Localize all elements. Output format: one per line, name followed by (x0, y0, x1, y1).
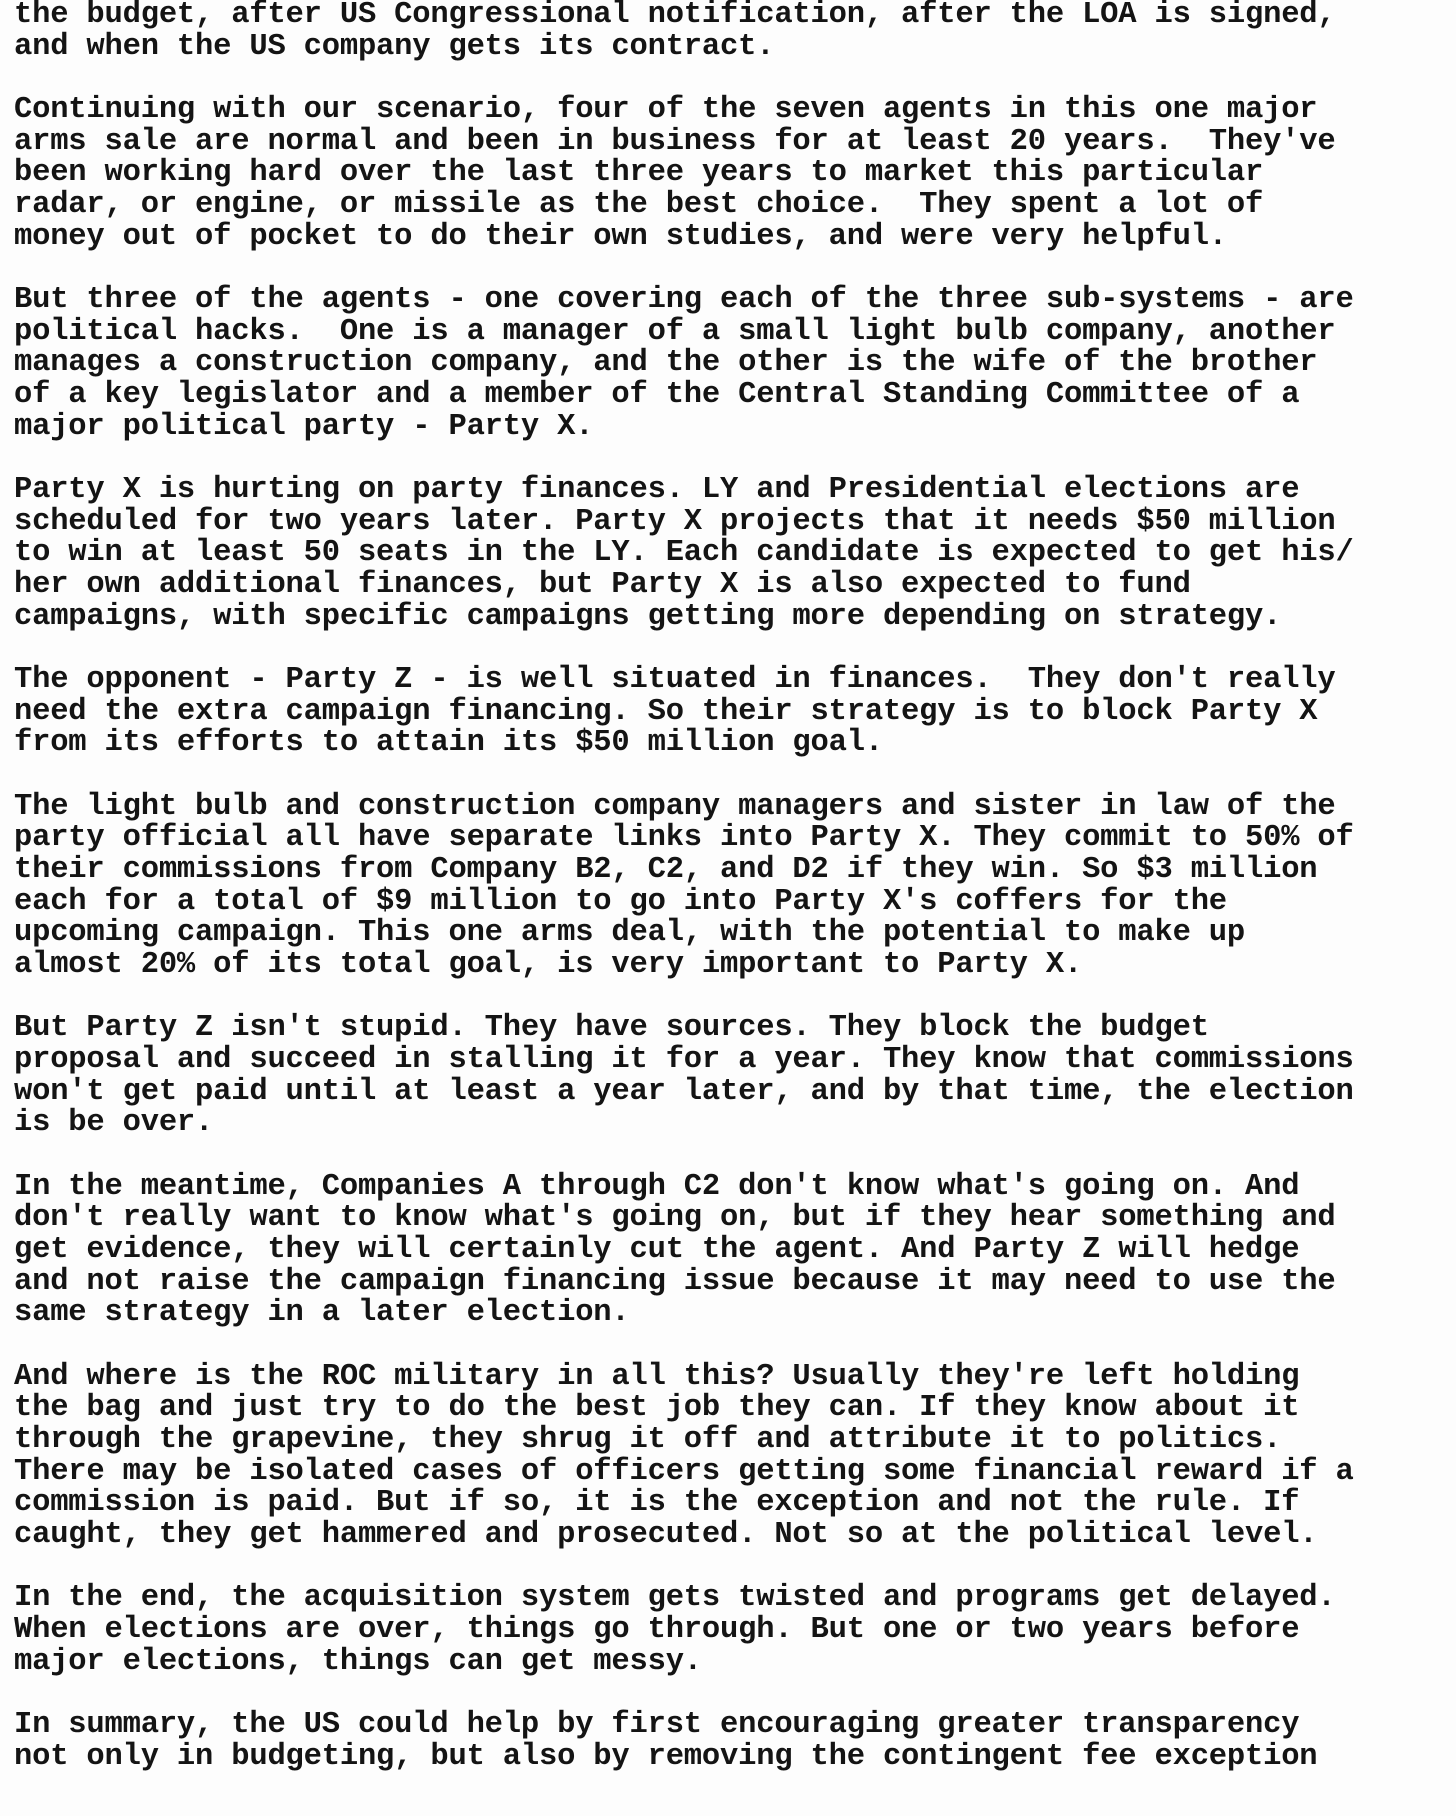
text-line: campaigns, with specific campaigns getting more depending on strategy. (14, 599, 1282, 634)
text-line: is be over. (14, 1106, 214, 1141)
paragraph (14, 95, 1454, 253)
text-line: almost 20% of its total goal, is very important to Party X. (14, 947, 1083, 982)
text-line: get evidence, they will certainly cut the agent. And Party Z will hedge (14, 1233, 1300, 1267)
text-line: party official all have separate links into Party X. They commit to 50% of (14, 821, 1354, 856)
text-line: radar, or engine, or missile as the best choice. They spent a lot of (14, 187, 1264, 222)
text-line: Party X is hurting on party finances. LY and Presidential elections are (14, 473, 1300, 508)
text-line: political hacks. One is a manager of a small light bulb company, another (14, 314, 1336, 349)
paragraph (14, 665, 1454, 760)
text-line: But Party Z isn't stupid. They have sources. They block the budget (14, 1011, 1209, 1046)
text-line: In the meantime, Companies A through C2 don't know what's going on. And (14, 1169, 1300, 1204)
text-line: major political party - Party X. (14, 409, 594, 444)
text-line: money out of pocket to do their own studies, and were very helpful. (14, 219, 1227, 254)
text-line: And where is the ROC military in all this? Usually they're left holding (14, 1359, 1300, 1394)
text-line: upcoming campaign. This one arms deal, with the potential to make up (14, 916, 1246, 951)
text-line: In summary, the US could help by first encouraging greater transparency (14, 1708, 1300, 1743)
text-line: scheduled for two years later. Party X projects that it needs $50 million (14, 504, 1336, 539)
text-line: proposal and succeed in stalling it for a year. They know that commissions (14, 1043, 1354, 1078)
text-line: commission is paid. But if so, it is the exception and not the rule. If (14, 1486, 1300, 1521)
text-line: not only in budgeting, but also by removing the contingent fee exception (14, 1739, 1318, 1774)
paragraph (14, 1169, 1454, 1331)
text-line: her own additional finances, but Party X is also expected to fund (14, 567, 1191, 602)
text-line: manages a construction company, and the other is the wife of the brother (14, 346, 1318, 381)
document-body (14, 0, 1454, 1805)
text-line: The opponent - Party Z - is well situated in finances. They don't really (14, 663, 1336, 698)
text-line: their commissions from Company B2, C2, and D2 if they win. So $3 million (14, 853, 1318, 888)
paragraph (14, 285, 1454, 443)
text-line: and when the US company gets its contract. (14, 29, 775, 64)
text-line: In the end, the acquisition system gets twisted and programs get delayed. (14, 1581, 1336, 1616)
text-line: same strategy in a later election. (14, 1296, 630, 1331)
text-line: major elections, things can get messy. (14, 1644, 702, 1679)
text-line: the budget, after US Congressional notification, after the LOA is signed, (14, 0, 1336, 32)
paragraph (14, 789, 1454, 982)
text-line: don't really want to know what's going on, but if they hear something and (14, 1201, 1336, 1236)
text-line: need the extra campaign financing. So their strategy is to block Party X (14, 694, 1318, 729)
text-line: from its efforts to attain its $50 million goal. (14, 726, 883, 761)
paragraph (14, 1583, 1454, 1678)
text-line: There may be isolated cases of officers getting some financial reward if a (14, 1454, 1354, 1489)
paragraph (14, 1013, 1454, 1139)
text-line: won't get paid until at least a year later, and by that time, the election (14, 1074, 1354, 1109)
paragraph (14, 475, 1454, 633)
text-line: the bag and just try to do the best job they can. If they know about it (14, 1391, 1300, 1426)
text-line: through the grapevine, they shrug it off and attribute it to politics. (14, 1422, 1282, 1457)
paragraph (14, 1359, 1454, 1552)
text-line: When elections are over, things go through. But one or two years before (14, 1612, 1300, 1647)
text-line: But three of the agents - one covering each of the three sub-systems - are (14, 283, 1354, 318)
text-line: Continuing with our scenario, four of the seven agents in this one major (14, 93, 1318, 128)
text-line: been working hard over the last three years to market this particular (14, 156, 1264, 191)
paragraph (14, 1710, 1454, 1773)
text-line: The light bulb and construction company managers and sister in law of the (14, 789, 1336, 824)
text-line: and not raise the campaign financing issue because it may need to use the (14, 1264, 1336, 1299)
text-line: of a key legislator and a member of the Central Standing Committee of a (14, 377, 1300, 412)
text-line: to win at least 50 seats in the LY. Each candidate is expected to get his/ (14, 536, 1354, 571)
paragraph (14, 0, 1454, 63)
text-line: arms sale are normal and been in business for at least 20 years. They've (14, 124, 1336, 159)
text-line: caught, they get hammered and prosecuted. Not so at the political level. (14, 1517, 1318, 1552)
text-line: each for a total of $9 million to go into Party X's coffers for the (14, 884, 1227, 919)
